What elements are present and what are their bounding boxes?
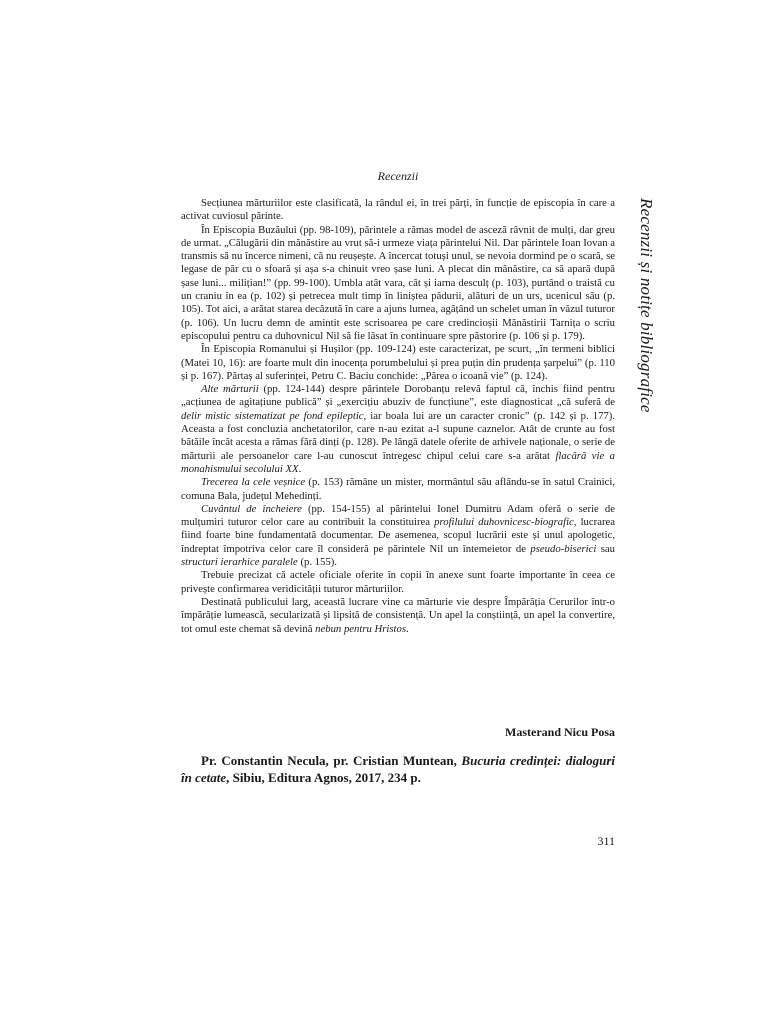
italic-text-run: flacără vie a monahismului secolului XX <box>181 449 615 475</box>
review-author-signature: Masterand Nicu Posa <box>505 725 615 739</box>
page-number: 311 <box>597 834 615 848</box>
text-run: Trebuie precizat că actele oficiale oferite în copii în anexe sunt foarte importante în ceea ce privește confirmarea veridicității tuturor mărturiilor. <box>181 569 615 595</box>
review-body <box>181 197 615 636</box>
italic-text-run: structuri ierarhice paralele <box>181 556 298 569</box>
italic-text-run: Trecerea la cele veșnice <box>201 476 306 489</box>
body-paragraph <box>181 383 615 476</box>
text-run: . <box>298 462 302 475</box>
italic-text-run: profilului duhovnicesc-biografic <box>434 516 574 529</box>
body-paragraph <box>181 476 615 503</box>
italic-text-run: Cuvântul de încheiere <box>201 502 302 515</box>
text-run: (pp. 154-155) al părintelui Ionel Dumitru Adam oferă o serie de mulțumiri tuturor celor care au contribuit la constituirea <box>181 502 615 529</box>
text-run: , lucrarea fiind foarte bine fundamentată documentar. De asemenea, scopul lucrării este și unul apologetic, îndreptat împotriva celor care îl consideră pe părintele Nil un întemeietor de <box>181 516 615 555</box>
text-run: În Episcopia Romanului și Hușilor (pp. 109-124) este caracterizat, pe scurt, „în termeni biblici (Matei 10, 16): are foarte mult din inocența porumbelului și prea puțin din prudența șarpelui” (p. 110 și p. 167). Părtaș al suferinței, Petru C. Baciu conchide: „Părea o icoană vie” (p. 124). <box>181 343 615 382</box>
text-run: , Sibiu, Editura Agnos, 2017, 234 p. <box>226 770 421 785</box>
text-run: (p. 153) rămâne un mister, mormântul său aflându-se în satul Crainici, comuna Bala, județul Mehedinți. <box>181 476 616 502</box>
text-run: . <box>406 622 409 635</box>
text-run: Secțiunea mărturiilor este clasificată, la rândul ei, în trei părți, în funcție de episcopia în care a activat cuviosul părinte. <box>181 197 615 223</box>
text-run: (pp. 124-144) despre părintele Dorobanțu relevă faptul că, închis fiind pentru „acțiunea de agitațiune publică” și „exercițiu abuziv de funcțiune”, este diagnosticat „că suferă de <box>181 383 616 409</box>
running-header: Recenzii <box>377 169 419 183</box>
text-run: Destinată publicului larg, această lucrare vine ca mărturie vie despre Împărăția Cerurilor într-o împărăție lumească, secularizată și lipsită de consistență. Un apel la conștiință, un apel la convertire, tot omul este chemat să devină <box>181 595 615 635</box>
text-run: , iar boala lui are un caracter cronic” (p. 142 și p. 177). Aceasta a fost concluzia anchetatorilor, care n-au ezitat a-l supune caznelor. Atât de crunte au fost bătăile încât acesta a rămas fără dinți (p. 128). Pe lângă datele oferite de arhivele naționale, o serie de mărturii ale persoanelor care l-au cunoscut întregesc chipul celui care s-a arătat <box>181 409 615 462</box>
side-section-title-text: Recenzii și notițe bibliografice <box>637 198 656 413</box>
body-paragraph <box>181 224 615 344</box>
italic-text-run: delir mistic sistematizat pe fond epileptic <box>181 409 364 422</box>
italic-text-run: Bucuria credinței: dialoguri în cetate <box>181 753 615 785</box>
italic-text-run: Alte mărturii <box>201 383 259 396</box>
body-paragraph <box>181 569 615 596</box>
body-paragraph <box>181 343 615 383</box>
body-paragraph <box>181 503 615 569</box>
italic-text-run: pseudo-biserici <box>530 542 597 555</box>
text-run: (p. 155). <box>297 556 337 569</box>
book-reference-paragraph <box>181 752 615 786</box>
italic-text-run: nebun pentru Hristos <box>315 622 406 635</box>
body-paragraph <box>181 596 615 636</box>
text-run: În Episcopia Buzăului (pp. 98-109), părintele a rămas model de asceză râvnit de mulți, dar greu de urmat. „Călugării din mănăstire au vrut să-i urmeze viața părintelui Nil. Dar părintele Ioan Iovan a transmis să nu încerce nimeni, că nu reușește. A încercat totuși unul, se nevoia dormind pe o scară, se legase de păr cu o sfoară și așa s-a chinuit vreo șase luni. A plecat din mănăstire, ca să apară după șase luni... milițian!” (pp. 99-100). Umbla atât vara, cât și iarna desculț (p. 103), purtând o traistă cu un craniu în ea (p. 102) și petrecea mult timp în liniștea pădurii, alături de un urs, ucenicul său (p. 105). Tot aici, a arătat starea decăzută în care a ajuns lumea, agățând un schelet uman în văzul tuturor (p. 106). Un lucru demn de amintit este scrisoarea pe care credincioșii Mănăstirii Tarnița o scriu episcopului pentru ca duhovnicul Nil să fie lăsat în continuare spre păstorire (p. 106 și p. 179). <box>181 223 615 342</box>
text-run: sau <box>596 542 615 555</box>
text-run: Pr. Constantin Necula, pr. Cristian Muntean, <box>201 753 462 768</box>
book-reference <box>181 752 615 786</box>
body-paragraph <box>181 197 615 224</box>
side-section-title <box>637 198 656 428</box>
